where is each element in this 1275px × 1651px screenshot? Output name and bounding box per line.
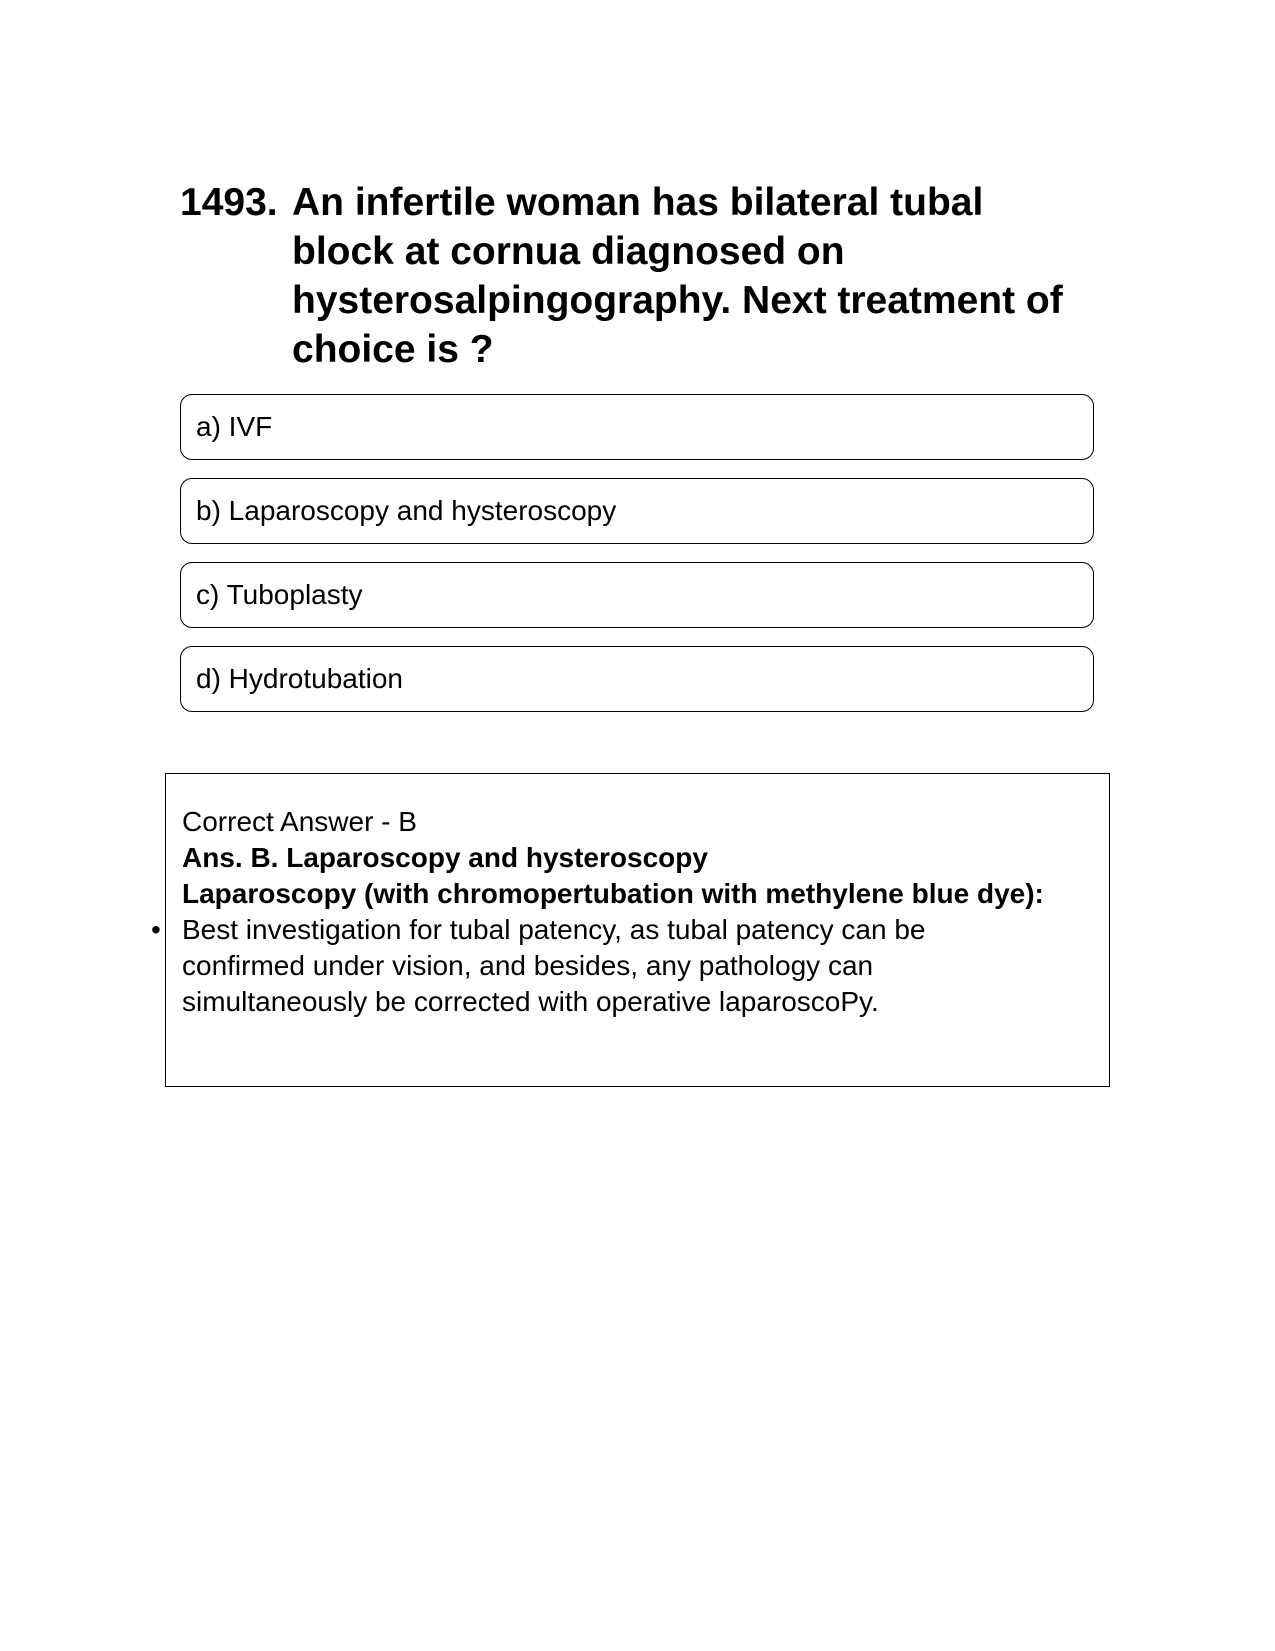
bullet-icon: • (151, 914, 161, 945)
option-c[interactable]: c) Tuboplasty (180, 562, 1094, 628)
answer-explanation-box (151, 773, 1110, 1087)
correct-answer-label: Correct Answer - B (182, 806, 417, 837)
question (180, 178, 1080, 374)
question-text: An infertile woman has bilateral tubal block at cornua diagnosed on hysterosalpingography. Next treatment of choice is ? (292, 181, 1063, 371)
list-item (151, 912, 1049, 1020)
question-number: 1493. (180, 181, 278, 224)
answer-subheading: Laparoscopy (with chromopertubation with methylene blue dye): (182, 878, 1044, 909)
option-a[interactable]: a) IVF (180, 394, 1094, 460)
option-d[interactable]: d) Hydrotubation (180, 646, 1094, 712)
answer-heading: Ans. B. Laparoscopy and hysteroscopy (182, 842, 708, 873)
option-b[interactable]: b) Laparoscopy and hysteroscopy (180, 478, 1094, 544)
bullet-text: Best investigation for tubal patency, as tubal patency can be confirmed under vision, and besides, any pathology can simultaneously be corrected with operative laparoscoPy. (182, 914, 926, 1017)
